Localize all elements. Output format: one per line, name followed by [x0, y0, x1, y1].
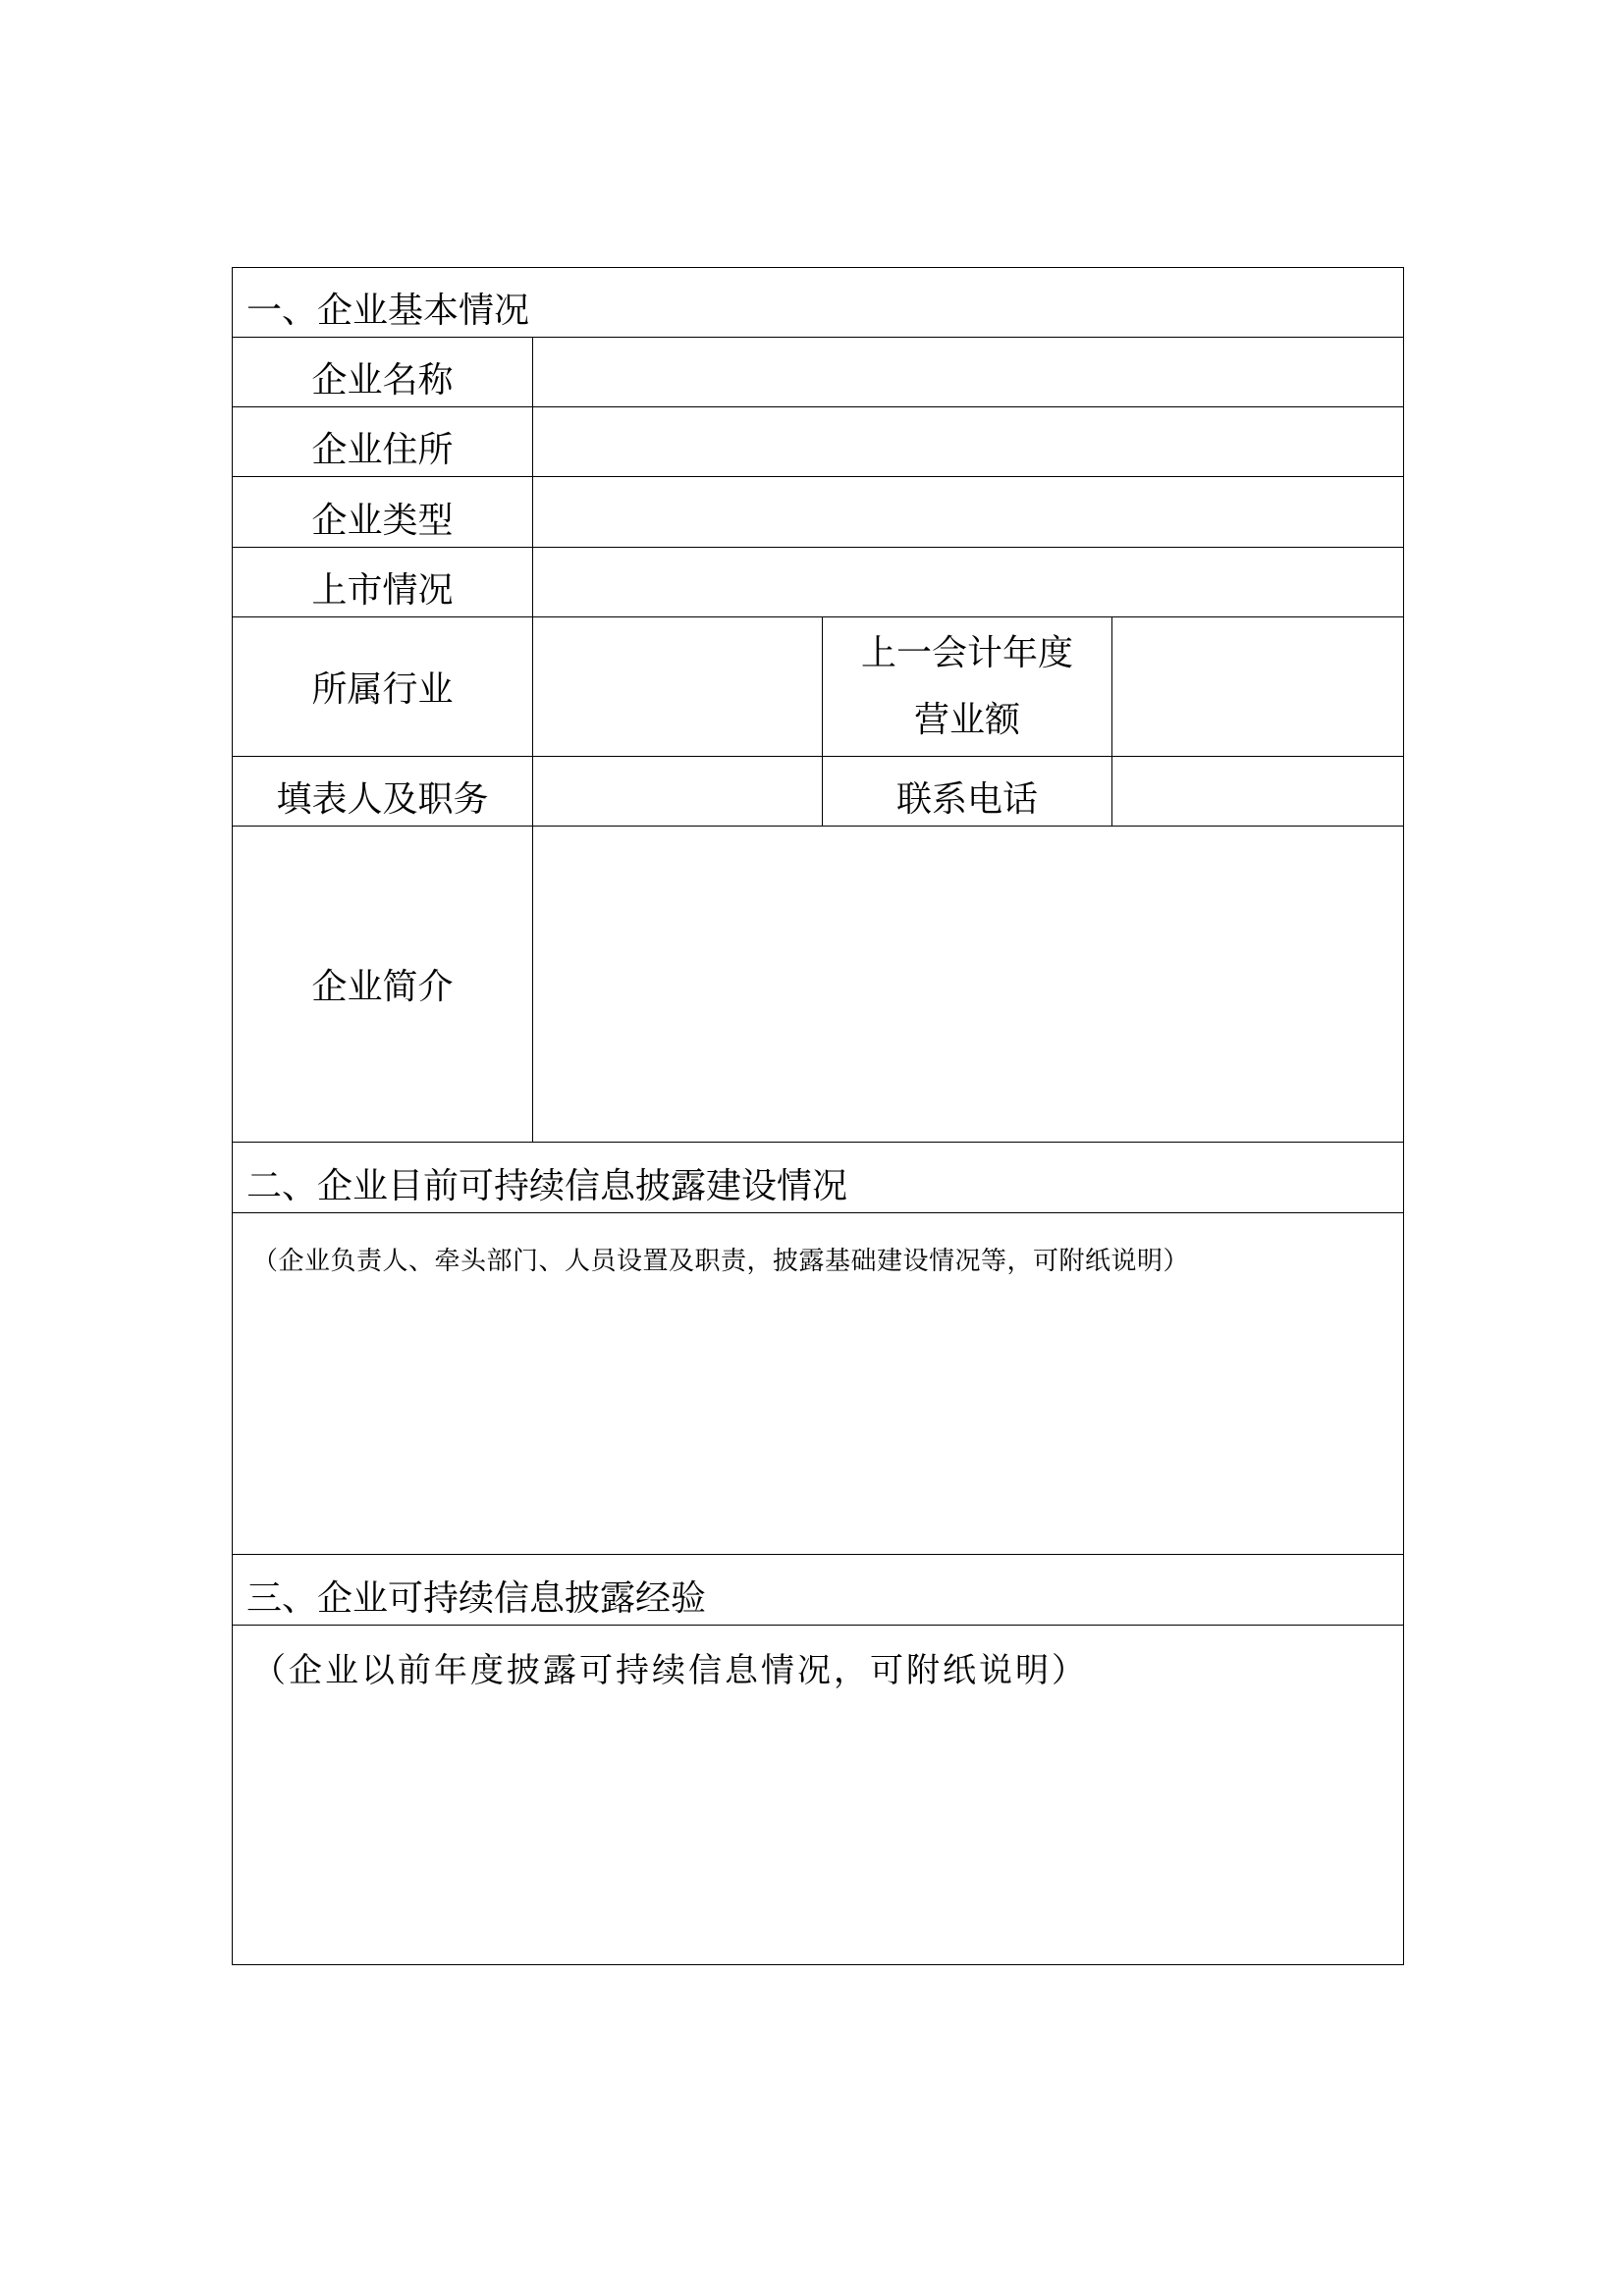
filler-label: 填表人及职务 — [233, 757, 533, 827]
revenue-label-line2: 营业额 — [913, 699, 1020, 740]
section1-title: 一、企业基本情况 — [233, 268, 1404, 338]
revenue-label — [823, 617, 1112, 757]
listing-status-field[interactable] — [533, 548, 1404, 617]
company-intro-field[interactable] — [533, 827, 1404, 1143]
listing-status-label: 上市情况 — [233, 548, 533, 617]
filler-field[interactable] — [533, 757, 823, 827]
section3-title: 三、企业可持续信息披露经验 — [233, 1555, 1404, 1626]
company-name-label: 企业名称 — [233, 338, 533, 407]
company-address-label: 企业住所 — [233, 407, 533, 477]
revenue-label-line1: 上一会计年度 — [860, 632, 1073, 673]
phone-field[interactable] — [1112, 757, 1404, 827]
industry-field[interactable] — [533, 617, 823, 757]
company-info-form — [232, 267, 1404, 1965]
section2-note[interactable]: （企业负责人、牵头部门、人员设置及职责，披露基础建设情况等，可附纸说明） — [233, 1213, 1404, 1555]
company-name-field[interactable] — [533, 338, 1404, 407]
industry-label: 所属行业 — [233, 617, 533, 757]
revenue-field[interactable] — [1112, 617, 1404, 757]
company-type-field[interactable] — [533, 477, 1404, 548]
company-address-field[interactable] — [533, 407, 1404, 477]
company-intro-label: 企业简介 — [233, 827, 533, 1143]
section2-title: 二、企业目前可持续信息披露建设情况 — [233, 1143, 1404, 1213]
section3-note[interactable]: （企业以前年度披露可持续信息情况，可附纸说明） — [233, 1626, 1404, 1965]
company-type-label: 企业类型 — [233, 477, 533, 548]
phone-label: 联系电话 — [823, 757, 1112, 827]
